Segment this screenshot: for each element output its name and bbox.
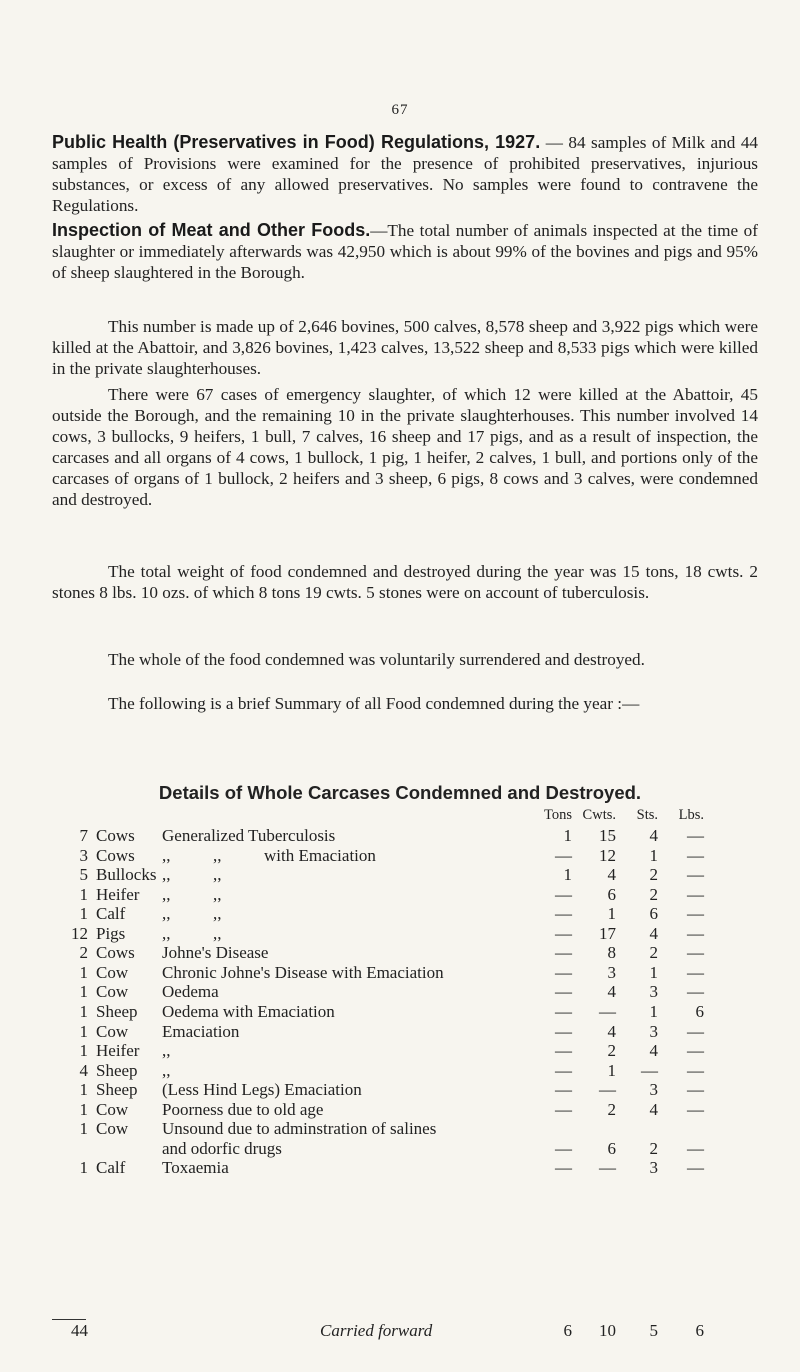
row-sts: 2 [649,884,658,904]
row-animal: Cow [96,1021,129,1041]
row-cwts: 6 [607,1138,616,1158]
row-sts: 2 [649,943,658,963]
row-tons: — [555,1080,572,1100]
row-description: Poorness due to old age [162,1099,324,1119]
row-count: 5 [79,865,88,885]
row-sts: 1 [649,962,658,982]
row-animal: Cow [96,1119,129,1139]
row-sts: 3 [649,1021,658,1041]
row-tons: — [555,923,572,943]
count-total-rule [52,1319,86,1320]
row-description: Toxaemia [162,1158,229,1178]
row-description: Oedema [162,982,219,1002]
row-cwts: 1 [607,1060,616,1080]
row-animal: Heifer [96,884,140,904]
row-count: 1 [79,1021,88,1041]
row-tons: 1 [563,826,572,845]
row-tons: — [555,1138,572,1158]
row-tons: — [555,904,572,924]
row-animal: Sheep [96,1060,138,1080]
row-tons: — [555,1041,572,1061]
row-sts: 6 [649,904,658,924]
row-sts: 4 [649,1099,658,1119]
row-lbs: — [687,1099,704,1119]
row-sts: 4 [649,923,658,943]
table-row [0,924,800,944]
column-header-cwts: Cwts. [582,807,616,823]
row-tons: — [555,1158,572,1178]
footer-lbs: 6 [695,1321,704,1340]
row-description: (Less Hind Legs) Emaciation [162,1080,362,1100]
row-animal: Bullocks [96,865,157,885]
row-cwts: — [599,1001,616,1021]
row-sts: 3 [649,1158,658,1178]
row-sts: 2 [649,865,658,885]
row-animal: Calf [96,1158,126,1178]
row-cwts: 12 [599,845,616,865]
row-lbs: — [687,1041,704,1061]
row-sts: 4 [649,1041,658,1061]
row-animal: Sheep [96,1001,138,1021]
column-header-lbs: Lbs. [678,807,704,823]
row-animal: Heifer [96,1041,140,1061]
row-cwts: 4 [607,865,616,885]
row-lbs: — [687,884,704,904]
row-cwts: 4 [607,1021,616,1041]
row-tons: — [555,943,572,963]
row-sts: 1 [649,1001,658,1021]
footer-label: Carried forward [320,1321,433,1340]
table-row [0,1158,800,1178]
row-tons: — [555,884,572,904]
row-lbs: — [687,904,704,924]
row-animal: Cows [96,826,135,845]
row-sts: 3 [649,982,658,1002]
row-description: ,, ,, with Emaciation [162,845,376,865]
row-animal: Sheep [96,1080,138,1100]
table-row [0,982,800,1002]
inspection-text: —The total number of animals inspected at the time of slaughter or immediately afterwards was 42,950 which is about 99% of the bovines and pigs and 95% of sheep slaughtered in the Borough. [52,221,758,282]
row-description: Emaciation [162,1021,240,1041]
row-count: 1 [79,1099,88,1119]
row-lbs: — [687,845,704,865]
row-animal: Cows [96,943,135,963]
row-cwts: 17 [599,923,616,943]
row-cwts: 8 [607,943,616,963]
row-tons: — [555,845,572,865]
row-tons: — [555,962,572,982]
row-count: 1 [79,982,88,1002]
row-sts: 1 [649,845,658,865]
row-description: Chronic Johne's Disease with Emaciation [162,962,444,982]
footer-cwts: 10 [599,1321,616,1340]
row-cwts: — [599,1080,616,1100]
table-title: Details of Whole Carcases Condemned and Destroyed. [158,782,642,803]
emergency-paragraph: There were 67 cases of emergency slaughter, of which 12 were killed at the Abattoir, 45 outside the Borough, and the remaining 10 in the private slaughterhouses. This number involved 14 cows, 3 bullocks, 9 heifers, 1 bull, 7 calves, 16 sheep and 17 pigs, and as a result of inspection, the carcases and all organs of 4 cows, 1 bullock, 1 pig, 1 heifer, 2 calves, 1 bull, and portions only of the carcases of organs of 1 bullock, 2 heifers and 3 sheep, 6 pigs, 8 cows and 3 calves, were condemned and destroyed. [52,385,758,509]
row-tons: — [555,1099,572,1119]
row-count: 1 [79,1158,88,1178]
row-tons: 1 [563,865,572,885]
row-description: Johne's Disease [162,943,269,963]
row-lbs: — [687,923,704,943]
table-row [0,826,800,846]
row-cwts: 4 [607,982,616,1002]
footer-tons: 6 [563,1321,572,1340]
row-animal: Calf [96,904,126,924]
table-row [0,904,800,924]
row-lbs: 6 [695,1001,704,1021]
row-description: Unsound due to adminstration of salines [162,1119,437,1139]
row-animal: Cow [96,1099,129,1119]
row-count: 1 [79,1001,88,1021]
row-description: ,, [162,1060,171,1080]
row-description: ,, ,, [162,884,222,904]
row-sts: 3 [649,1080,658,1100]
row-lbs: — [687,943,704,963]
table-row [0,1119,800,1139]
row-cwts: 2 [607,1041,616,1061]
row-sts: 4 [649,826,658,845]
column-header-sts: Sts. [636,807,658,823]
row-count: 1 [79,904,88,924]
row-lbs: — [687,1060,704,1080]
row-tons: — [555,1001,572,1021]
inspection-heading: Inspection of Meat and Other Foods. [52,220,371,240]
row-animal: Cow [96,962,129,982]
row-description: Generalized Tuberculosis [162,826,336,845]
row-count: 12 [71,923,88,943]
row-count: 1 [79,962,88,982]
page-number: 67 [391,102,409,118]
table-row [0,963,800,983]
row-count: 1 [79,1119,88,1139]
weight-paragraph: The total weight of food condemned and destroyed during the year was 15 tons, 18 cwts. 2 stones 8 lbs. 10 ozs. of which 8 tons 19 cwts. 5 stones were on account of tuberculosis. [52,562,758,602]
column-header-tons: Tons [544,807,572,823]
row-count: 1 [79,1080,88,1100]
table-row [0,1100,800,1120]
footer-count: 44 [71,1321,88,1340]
preservatives-heading: Public Health (Preservatives in Food) Regulations, 1927. [52,132,541,152]
inspection-paragraph [52,220,758,283]
table-row [0,1041,800,1061]
row-lbs: — [687,962,704,982]
row-count: 7 [79,826,88,845]
row-tons: — [555,1060,572,1080]
surrendered-paragraph: The whole of the food condemned was voluntarily surrendered and destroyed. [108,650,645,669]
row-description: ,, ,, [162,923,222,943]
row-lbs: — [687,1021,704,1041]
row-count: 4 [79,1060,88,1080]
table-row [0,943,800,963]
row-cwts: 2 [607,1099,616,1119]
row-description: Oedema with Emaciation [162,1001,335,1021]
row-description: ,, ,, [162,865,222,885]
row-lbs: — [687,1080,704,1100]
row-description: ,, [162,1041,171,1061]
table-row [0,1002,800,1022]
row-count: 3 [79,845,88,865]
summary-intro-paragraph: The following is a brief Summary of all Food condemned during the year :— [108,694,640,713]
row-lbs: — [687,826,704,845]
row-count: 2 [79,943,88,963]
table-footer-row [0,1321,800,1343]
table-row [0,846,800,866]
table-row [0,885,800,905]
row-count: 1 [79,1041,88,1061]
row-lbs: — [687,982,704,1002]
row-sts: 2 [649,1138,658,1158]
row-tons: — [555,1021,572,1041]
row-lbs: — [687,865,704,885]
row-cwts: 6 [607,884,616,904]
table-row [0,865,800,885]
preservatives-paragraph [52,132,758,216]
row-cwts: 15 [599,826,616,845]
row-count: 1 [79,884,88,904]
row-cwts: — [599,1158,616,1178]
row-description: ,, ,, [162,904,222,924]
footer-sts: 5 [649,1321,658,1340]
row-description: and odorfic drugs [162,1138,282,1158]
table-row [0,1022,800,1042]
row-animal: Cow [96,982,129,1002]
row-sts: — [641,1060,658,1080]
row-tons: — [555,982,572,1002]
row-animal: Pigs [96,923,126,943]
table-row [0,1139,800,1159]
row-lbs: — [687,1158,704,1178]
table-row [0,1080,800,1100]
row-cwts: 3 [607,962,616,982]
row-animal: Cows [96,845,135,865]
numbers-paragraph: This number is made up of 2,646 bovines, 500 calves, 8,578 sheep and 3,922 pigs which were killed at the Abattoir, and 3,826 bovines, 1,423 calves, 13,522 sheep and 8,533 pigs which were killed in the private slaughterhouses. [52,317,758,378]
table-row [0,1061,800,1081]
preservatives-text: — 84 samples of Milk and 44 samples of Provisions were examined for the presence of prohibited preservatives, injurious substances, or excess of any allowed preservatives. No samples were found to contravene the Regulations. [52,133,759,215]
row-cwts: 1 [607,904,616,924]
row-lbs: — [687,1138,704,1158]
